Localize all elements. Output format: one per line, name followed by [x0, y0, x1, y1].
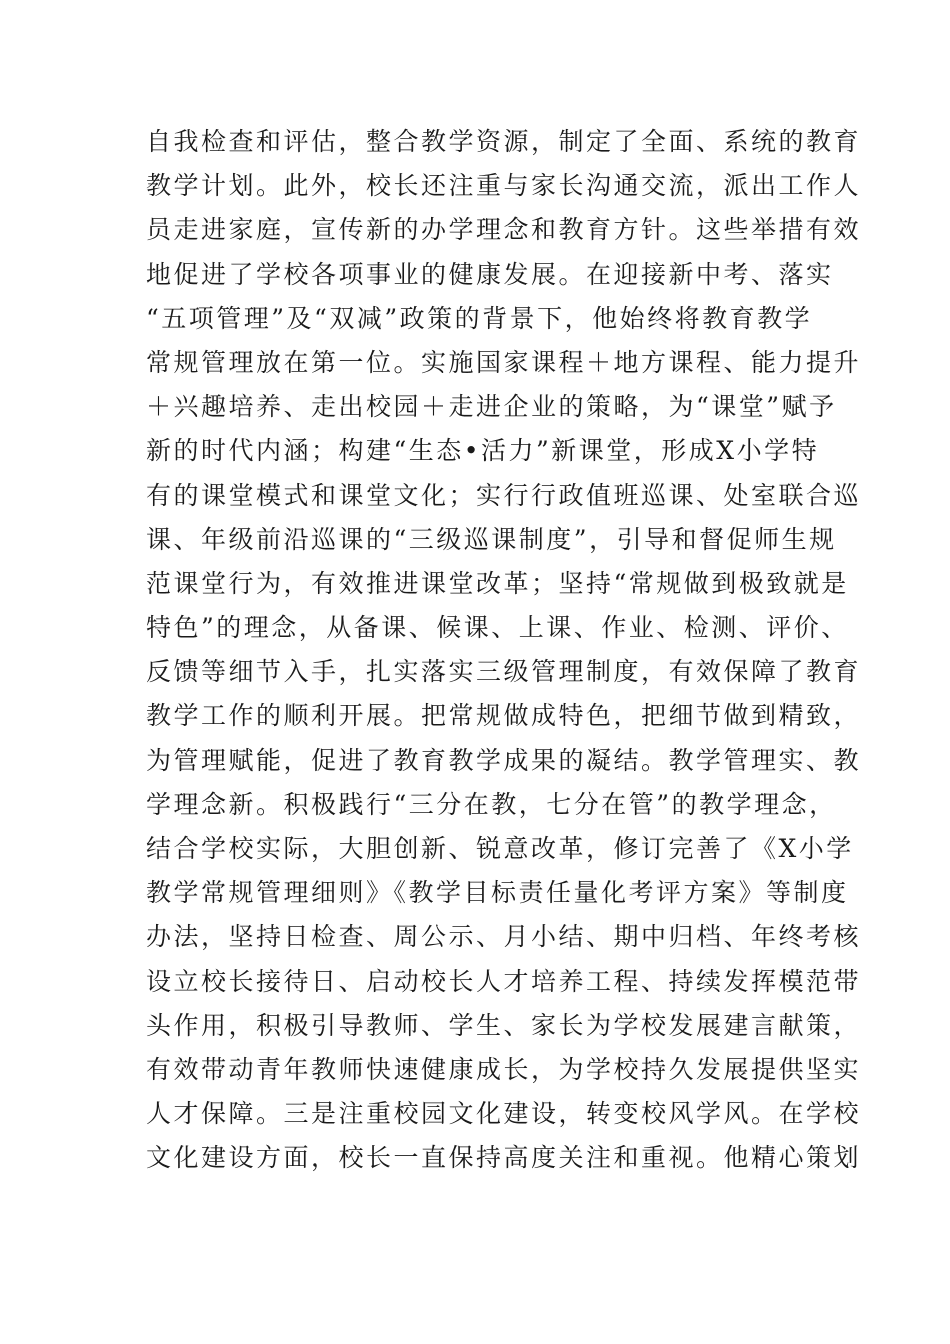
text-line-1: 自我检查和评估，整合教学资源，制定了全面、系统的教育	[146, 127, 862, 156]
body-paragraph	[146, 120, 862, 1181]
text-line-17: 结合学校实际，大胆创新、锐意改革，修订完善了《X小学	[146, 834, 854, 863]
text-line-23: 人才保障。三是注重校园文化建设，转变校风学风。在学校	[146, 1099, 862, 1129]
text-line-2: 教学计划。此外，校长还注重与家长沟通交流，派出工作人	[146, 171, 862, 201]
text-line-10: 课、年级前沿巡课的“三级巡课制度”，引导和督促师生规	[146, 524, 837, 554]
text-line-13: 反馈等细节入手，扎实落实三级管理制度，有效保障了教育	[146, 657, 862, 687]
text-line-8: 新的时代内涵；构建“生态•活力”新课堂，形成X小学特	[146, 436, 820, 466]
text-line-24: 文化建设方面，校长一直保持高度关注和重视。他精心策划	[146, 1143, 862, 1173]
text-line-14: 教学工作的顺利开展。把常规做成特色，把细节做到精致，	[146, 701, 862, 731]
text-line-16: 学理念新。积极践行“三分在教，七分在管”的教学理念，	[146, 789, 837, 819]
text-line-19: 办法，坚持日检查、周公示、月小结、期中归档、年终考核	[146, 922, 862, 952]
text-line-9: 有的课堂模式和课堂文化；实行行政值班巡课、处室联合巡	[146, 480, 862, 510]
text-line-4: 地促进了学校各项事业的健康发展。在迎接新中考、落实	[146, 259, 834, 289]
text-line-6: 常规管理放在第一位。实施国家课程＋地方课程、能力提升	[146, 347, 862, 377]
text-line-22: 有效带动青年教师快速健康成长，为学校持久发展提供坚实	[146, 1054, 862, 1084]
text-line-3: 员走进家庭，宣传新的办学理念和教育方针。这些举措有效	[146, 215, 862, 245]
text-line-5: “五项管理”及“双减”政策的背景下，他始终将教育教学	[146, 303, 813, 333]
text-line-21: 头作用，积极引导教师、学生、家长为学校发展建言献策，	[146, 1010, 862, 1040]
text-line-15: 为管理赋能，促进了教育教学成果的凝结。教学管理实、教	[146, 745, 862, 775]
text-line-11: 范课堂行为，有效推进课堂改革；坚持“常规做到极致就是	[146, 568, 849, 598]
text-line-20: 设立校长接待日、启动校长人才培养工程、持续发挥模范带	[146, 966, 862, 996]
text-line-12: 特色”的理念，从备课、候课、上课、作业、检测、评价、	[146, 613, 849, 643]
text-line-18: 教学常规管理细则》《教学目标责任量化考评方案》等制度	[146, 878, 849, 908]
text-line-7: ＋兴趣培养、走出校园＋走进企业的策略，为“课堂”赋予	[146, 392, 837, 422]
